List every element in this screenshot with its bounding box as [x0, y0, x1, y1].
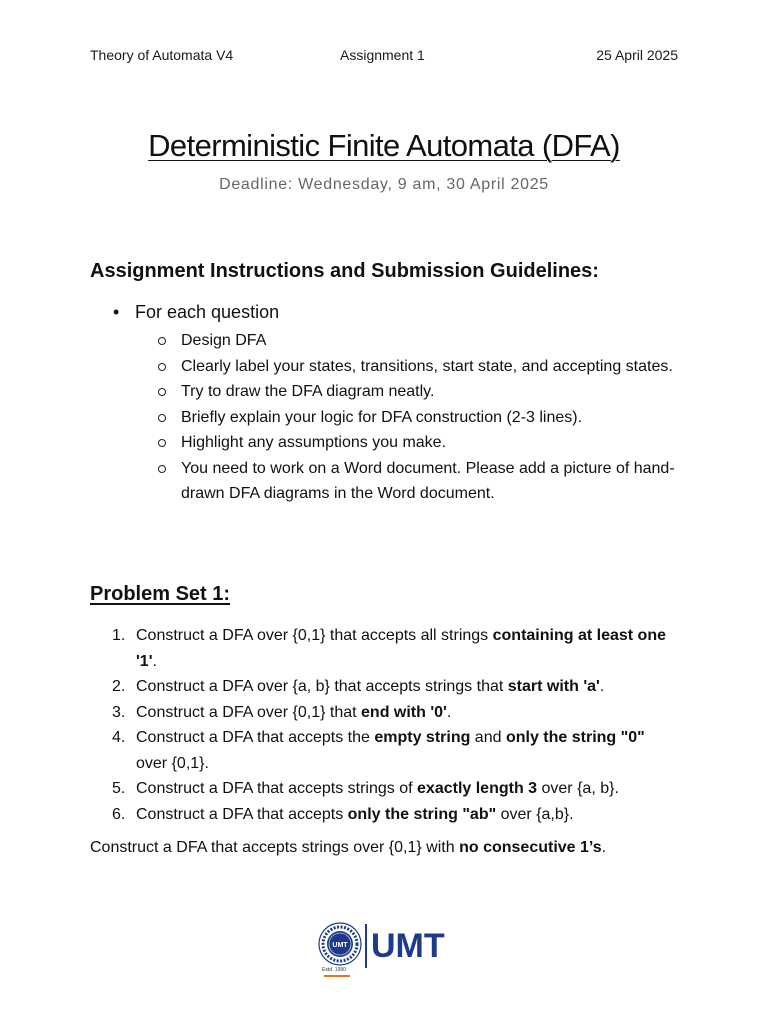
circle-bullet-icon: [158, 414, 166, 422]
problem-item: 2. Construct a DFA over {a, b} that accepts strings that start with 'a'.: [112, 678, 605, 695]
header-assignment: Assignment 1: [340, 47, 425, 63]
problem-item: 6. Construct a DFA that accepts only the string "ab" over {a,b}.: [112, 805, 574, 823]
final-problem: Construct a DFA that accepts strings over {0,1} with no consecutive 1’s.: [90, 839, 607, 856]
problem-set-heading: Problem Set 1:: [90, 583, 231, 605]
problem-item: 5. Construct a DFA that accepts strings of exactly length 3 over {a, b}.: [112, 780, 619, 797]
problem-list: [108, 623, 680, 827]
problem-item: 3. Construct a DFA over {0,1} that end with '0'.: [112, 703, 452, 721]
deadline: Deadline: Wednesday, 9 am, 30 April 2025: [219, 176, 549, 193]
sub-item: You need to work on a Word document. Please add a picture of hand-drawn DFA diagrams in the Word document.: [158, 456, 678, 507]
header-date: 25 April 2025: [596, 47, 678, 63]
instruction-sublist: [158, 328, 678, 507]
sub-item: Clearly label your states, transitions, start state, and accepting states.: [158, 354, 678, 380]
circle-bullet-icon: [158, 363, 166, 371]
sub-item: Briefly explain your logic for DFA construction (2-3 lines).: [158, 405, 678, 431]
circle-bullet-icon: [158, 337, 166, 345]
instructions-heading: Assignment Instructions and Submission Guidelines:: [90, 260, 599, 282]
problem-item: 4. Construct a DFA that accepts the empty string and only the string "0" over {0,1}.: [112, 729, 645, 772]
logo-wordmark: UMT: [371, 927, 445, 965]
sub-item: Design DFA: [158, 328, 678, 354]
umt-logo: [318, 922, 452, 978]
university-seal-icon: [318, 922, 362, 966]
main-bullet-text: For each question: [135, 302, 280, 322]
page-header: [90, 47, 678, 67]
circle-bullet-icon: [158, 465, 166, 473]
problem-item: 1. Construct a DFA over {0,1} that accepts all strings containing at least one '1'.: [112, 627, 666, 670]
logo-divider: [365, 924, 367, 968]
estd-accent-bar: [324, 975, 350, 977]
sub-item: Highlight any assumptions you make.: [158, 430, 678, 456]
circle-bullet-icon: [158, 439, 166, 447]
circle-bullet-icon: [158, 388, 166, 396]
header-course: Theory of Automata V4: [90, 47, 234, 63]
bullet-dot-icon: •: [113, 302, 120, 322]
estd-text: Estd. 1990: [322, 967, 346, 973]
page-title: Deterministic Finite Automata (DFA): [148, 128, 620, 163]
seal-text: UMT: [332, 942, 348, 949]
sub-item: Try to draw the DFA diagram neatly.: [158, 379, 678, 405]
